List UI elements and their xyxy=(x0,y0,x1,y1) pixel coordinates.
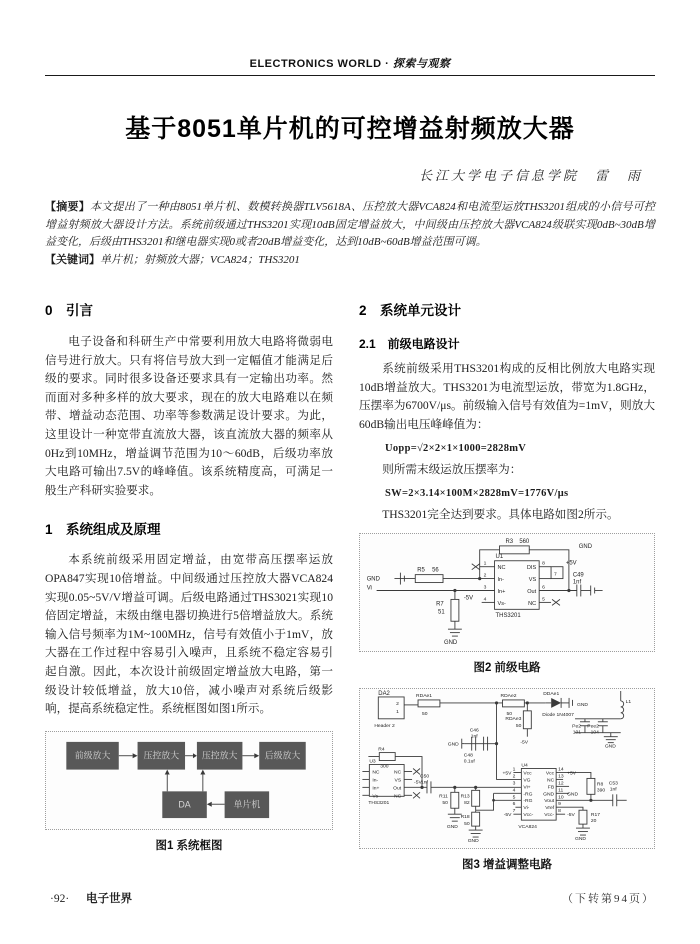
figure-2-schematic xyxy=(360,534,642,646)
fig3-label-r8v: 390 xyxy=(596,788,606,794)
figure-2-box xyxy=(359,533,655,652)
journal-column-name: 探索与观察 xyxy=(392,58,451,70)
journal-name-en: ELECTRONICS WORLD xyxy=(249,58,382,70)
fig3-label-c46: C46 xyxy=(469,729,479,735)
fig3-u4-num-13: 13 xyxy=(558,774,564,780)
fig3-u4-num-12: 12 xyxy=(558,781,564,787)
fig2-pin-vs-minus: Vs- xyxy=(497,601,506,608)
fig3-u3-pin-vs: VS xyxy=(394,778,402,784)
fig3-label-r8: R8 xyxy=(596,782,604,788)
fig3-label-gnd-r11: GND xyxy=(446,825,458,831)
author-line: 长江大学电子信息学院 雷 雨 xyxy=(418,168,643,183)
section-1-paragraph: 本系统前级采用固定增益，由宽带高压摆率运放OPA847实现10倍增益。中间级通过压控放大器VCA824实现0.05~5V/V增益可调。后级电路通过THS3021实现10倍固定增益，末级由继电器切换进行5倍增益放大。系统输入信号频率为1M~100MHz，信号有效值小于1mV，放大器在工作过程中容易引入噪声，且系统不稳定容易引起自激。因此，本次设计前级固定增益放大电路，第一级设计较低增益，放大10倍，减小噪声对系统后级影响，提高系统稳定性。系统框图如图1所示。 xyxy=(45,553,333,716)
fig2-label-r3: R3 xyxy=(505,539,514,546)
fig3-label-r4: R4 xyxy=(378,747,385,753)
fig3-label-ddae1: DDAe1 xyxy=(543,692,560,698)
fig3-label-gnd-pe: GND xyxy=(604,744,616,750)
fig3-u3-pin-nc-r: NC xyxy=(393,770,402,776)
requirement-line: THS3201完全达到要求。具体电路如图2所示。 xyxy=(382,508,619,522)
fig3-u4-chip-name: VCA824 xyxy=(518,825,537,831)
section-2-heading: 2 系统单元设计 xyxy=(359,303,462,318)
fig3-da2-pin2: 2 xyxy=(396,702,399,708)
fig2-label-vpos: +5V xyxy=(565,561,577,568)
journal-separator: · xyxy=(385,58,390,70)
fig2-label-r5v: 56 xyxy=(432,568,439,575)
fig3-u4-num-3: 3 xyxy=(512,781,516,787)
fig3-label-gnd-r17: GND xyxy=(575,837,587,843)
fig3-u4-num-11: 11 xyxy=(558,788,564,794)
figure-1-block-diagram xyxy=(46,732,332,824)
fig3-label-gnd-pin11: GND xyxy=(567,792,579,798)
fig2-pinnum-5: 5 xyxy=(542,597,545,603)
fig3-label-vneg-pin8: -5V xyxy=(567,813,575,819)
right-column xyxy=(359,291,655,906)
fig3-u4-pin-nc: NC xyxy=(546,778,555,784)
fig2-pin-nc-r: NC xyxy=(528,601,537,608)
fig2-label-u1: U1 xyxy=(495,554,504,561)
fig3-label-vneg-rdae3: -5V xyxy=(520,741,529,747)
fig2-pinnum-7: 7 xyxy=(554,573,557,579)
fig3-label-c48v: 0.1uf xyxy=(463,759,475,765)
fig2-pinnum-8: 8 xyxy=(542,562,545,568)
fig3-u4-pin-vref: Vref xyxy=(545,806,555,812)
abstract-label: 【摘要】 xyxy=(45,201,90,213)
fig2-pin-in-minus: In- xyxy=(497,577,505,584)
fig2-pin-out: Out xyxy=(527,589,537,596)
fig2-chip-name: THS3201 xyxy=(495,613,521,620)
fig3-u4-num-4: 4 xyxy=(512,788,516,794)
fig3-label-da2: DA2 xyxy=(378,691,390,698)
fig3-label-rdae1: RDAe1 xyxy=(416,694,433,700)
fig2-pinnum-1: 1 xyxy=(483,562,487,568)
slew-rate-line: 则所需末级运放压摆率为： xyxy=(382,463,522,477)
continued-note: （下转第94页） xyxy=(562,893,655,906)
fig3-label-vpos-u4r: +5V xyxy=(567,771,577,777)
fig3-u4-pin-gnd: GND xyxy=(543,792,555,798)
left-column xyxy=(45,291,333,906)
keywords-label: 【关键词】 xyxy=(45,253,100,266)
fig2-pinnum-3: 3 xyxy=(483,585,487,591)
fig3-u4-num-9: 9 xyxy=(558,802,561,808)
footer-journal-name: 电子世界 xyxy=(86,893,133,905)
fig3-label-c50: C50 xyxy=(420,774,430,780)
figure-3-schematic xyxy=(360,689,642,843)
paper-title: 基于8051单片机的可控增益射频放大器 xyxy=(125,115,575,143)
fig2-label-vneg: -5V xyxy=(463,595,474,602)
fig2-label-r5: R5 xyxy=(417,568,425,575)
fig2-label-gnd-input: GND xyxy=(366,576,380,583)
fig3-u4-num-10: 10 xyxy=(558,795,564,801)
section-1-heading: 1 系统组成及原理 xyxy=(45,522,161,538)
fig3-u3-pin-vs-minus: Vs- xyxy=(372,794,380,800)
fig1-block-vca-2: 压控放大 xyxy=(201,750,238,761)
fig3-label-rdae2: RDAe2 xyxy=(500,694,517,700)
fig3-u4-num-1: 1 xyxy=(512,767,516,773)
fig3-u4-pin-vcc-l: Vcc xyxy=(523,771,532,777)
fig2-pinnum-4: 4 xyxy=(483,597,487,603)
fig3-u4-pin-vi-minus: Vi- xyxy=(523,806,530,812)
fig3-label-r17v: 20 xyxy=(590,819,597,825)
fig3-label-rdae3: RDAe3 xyxy=(505,717,522,723)
fig1-block-preamp: 前级放大 xyxy=(74,750,111,761)
fig3-u4-num-8: 8 xyxy=(558,809,561,815)
fig3-label-pe2v: 101 xyxy=(572,731,581,737)
fig3-u3-chip-name: THS3201 xyxy=(368,801,390,807)
fig3-u4-pin-vcc-minus-l: Vcc- xyxy=(523,813,534,819)
fig3-label-pee2: Pee2 xyxy=(587,725,599,731)
figure-2-caption: 图2 前级电路 xyxy=(473,662,541,675)
fig3-label-r13: R13 xyxy=(460,794,470,800)
fig3-u4-num-6: 6 xyxy=(512,802,516,808)
fig3-u3-pin-in-plus: In+ xyxy=(372,786,380,792)
fig3-label-u4: U4 xyxy=(521,763,528,769)
fig2-label-r7: R7 xyxy=(436,601,444,608)
fig3-label-r11: R11 xyxy=(439,794,448,800)
fig3-label-r13v: 82 xyxy=(464,801,470,807)
fig2-label-r7v: 51 xyxy=(438,609,445,616)
page-number: ·92· xyxy=(50,893,70,905)
fig3-u4-pin-vcc-r: Vcc xyxy=(545,771,555,777)
figure-1-caption: 图1 系统框图 xyxy=(155,839,223,852)
fig3-u4-pin-vi-plus: Vi+ xyxy=(523,785,531,791)
page-footer xyxy=(50,890,132,906)
section-0-paragraph: 电子设备和科研生产中常要利用放大电路将微弱电信号进行放大。只有将信号放大到一定幅值才能满足后级的要求。同时很多设备还要求具有一定输出功率。然而面对多种多样的放大要求，现在的放大电路难以在频带、增益动态范围、功率等参数满足设计要求。为此，这里设计一种宽带直流放大器，该直流放大器的频率从0Hz到10MHz，增益调节范围为10～60dB，后级功率放大电路可输出7.5V的峰峰值。该系统精度高，可满足一般生产科研实验要求。 xyxy=(45,335,333,497)
fig3-label-gnd-caps: GND xyxy=(447,743,459,749)
fig2-pin-dis: DIS xyxy=(526,565,537,572)
figure-1-box xyxy=(45,731,333,830)
section-0-heading: 0 引言 xyxy=(45,303,94,318)
fig3-label-c46v: 1nf xyxy=(470,735,478,741)
fig2-label-c49: C49 xyxy=(572,572,584,579)
fig3-u4-num-14: 14 xyxy=(558,767,564,773)
fig3-label-r17: R17 xyxy=(590,813,601,819)
fig3-u4-pin-vg: VG xyxy=(523,778,531,784)
section-21-heading: 2.1 前级电路设计 xyxy=(359,337,460,351)
fig3-u4-pin-rg1: -RG xyxy=(523,792,533,798)
fig3-label-diode: Diode 1N4007 xyxy=(542,713,574,719)
fig2-label-c49v: 1nf xyxy=(572,579,582,586)
fig1-block-postamp: 后级放大 xyxy=(264,750,301,761)
fig3-label-header2: Header 2 xyxy=(374,724,395,730)
fig3-label-l1: L1 xyxy=(625,700,632,706)
fig3-label-gnd-r18: GND xyxy=(467,839,479,844)
figure-3-box xyxy=(359,688,655,849)
abstract-block xyxy=(45,199,655,252)
two-column-body xyxy=(45,291,655,906)
fig3-u4-pin-vcc-minus-r: Vcc- xyxy=(544,813,555,819)
fig3-u3-pin-nc-l: NC xyxy=(372,770,380,776)
fig2-label-gnd-top: GND xyxy=(578,544,593,551)
fig3-u4-pin-vout: Vout xyxy=(544,799,555,805)
fig1-block-da: DA xyxy=(178,799,191,810)
abstract-text: 本文提出了一种由8051单片机、数模转换器TLV5618A、压控放大器VCA824和电流型运放THS3201组成的小信号可控增益射频放大器设计方法。系统前级通过THS3201实现10dB固定增益放大，中间级由压控放大器VCA824级联实现0dB~30dB增益变化，后级由THS3201和继电器实现0或者20dB增益变化，达到10dB~60dB增益范围可调。 xyxy=(45,201,656,248)
formula-uopp: Uopp=√2×2×1×1000=2828mV xyxy=(385,443,527,455)
fig3-label-rdae2v: 50 xyxy=(506,712,512,718)
fig3-u4-num-5: 5 xyxy=(512,795,516,801)
fig3-da2-pin1: 1 xyxy=(396,710,399,716)
keywords-text: 单片机；射频放大器；VCA824；THS3201 xyxy=(100,253,300,266)
fig3-label-r18v: 50 xyxy=(464,822,470,828)
fig2-pin-nc-l: NC xyxy=(497,565,506,572)
fig3-u3-pin-out: Out xyxy=(393,786,402,792)
fig3-label-c53: C53 xyxy=(608,781,618,787)
fig3-label-vpos-u4: +5V xyxy=(502,771,512,777)
fig3-u4-pin-fb: FB xyxy=(547,785,555,791)
fig2-pin-vs: VS xyxy=(528,577,537,584)
fig3-label-vneg-u4l: -5V xyxy=(503,813,512,819)
fig3-label-r4v: 300 xyxy=(380,764,389,770)
fig3-label-c53v: 1nf xyxy=(609,787,617,793)
fig1-block-mcu: 单片机 xyxy=(233,799,261,810)
header-rule xyxy=(45,75,655,76)
fig3-u4-num-2: 2 xyxy=(512,774,516,780)
fig3-u4-num-7: 7 xyxy=(512,809,516,815)
fig1-block-vca-1: 压控放大 xyxy=(143,750,180,761)
fig3-label-c50v: 1nf xyxy=(421,780,428,786)
fig2-pinnum-6: 6 xyxy=(542,585,545,591)
formula-sw: SW=2×3.14×100M×2828mV=1776V/μs xyxy=(385,488,569,500)
fig3-u3-pin-in-minus: In- xyxy=(372,778,379,784)
fig2-label-vi: Vi xyxy=(366,585,372,592)
fig2-pin-in-plus: In+ xyxy=(497,589,506,596)
fig3-u3-pin-nc-r2: NC xyxy=(393,794,402,800)
fig3-label-vneg-u3: -5V xyxy=(414,780,422,786)
fig3-label-c48: C48 xyxy=(463,753,473,759)
fig3-label-u3: U3 xyxy=(369,759,376,765)
fig2-pinnum-2: 2 xyxy=(483,573,487,579)
fig3-label-r18: R18 xyxy=(460,815,470,821)
fig3-label-r11v: 50 xyxy=(442,801,448,807)
figure-3-caption: 图3 增益调整电路 xyxy=(461,859,553,872)
fig2-label-r3v: 560 xyxy=(519,539,530,546)
keywords-block xyxy=(45,252,655,270)
section-21-paragraph: 系统前级采用THS3201构成的反相比例放大电路实现10dB增益放大。THS3201为电流型运放，带宽为1.8GHz，压摆率为6700V/μs。前级输入信号有效值为=1mV，则放大60dB输出电压峰峰值为： xyxy=(359,362,655,431)
fig3-u4-pin-rg2: -RG xyxy=(523,799,533,805)
fig2-label-gnd-r7: GND xyxy=(444,640,458,647)
fig3-label-rdae3v: 50 xyxy=(515,724,522,730)
fig3-label-pe2: Pe2 xyxy=(572,725,581,731)
fig3-label-gnd-diode: GND xyxy=(577,703,589,709)
fig3-label-rdae1v: 50 xyxy=(422,712,428,718)
journal-header xyxy=(45,0,655,71)
fig3-label-pee2v: 104 xyxy=(590,731,599,737)
